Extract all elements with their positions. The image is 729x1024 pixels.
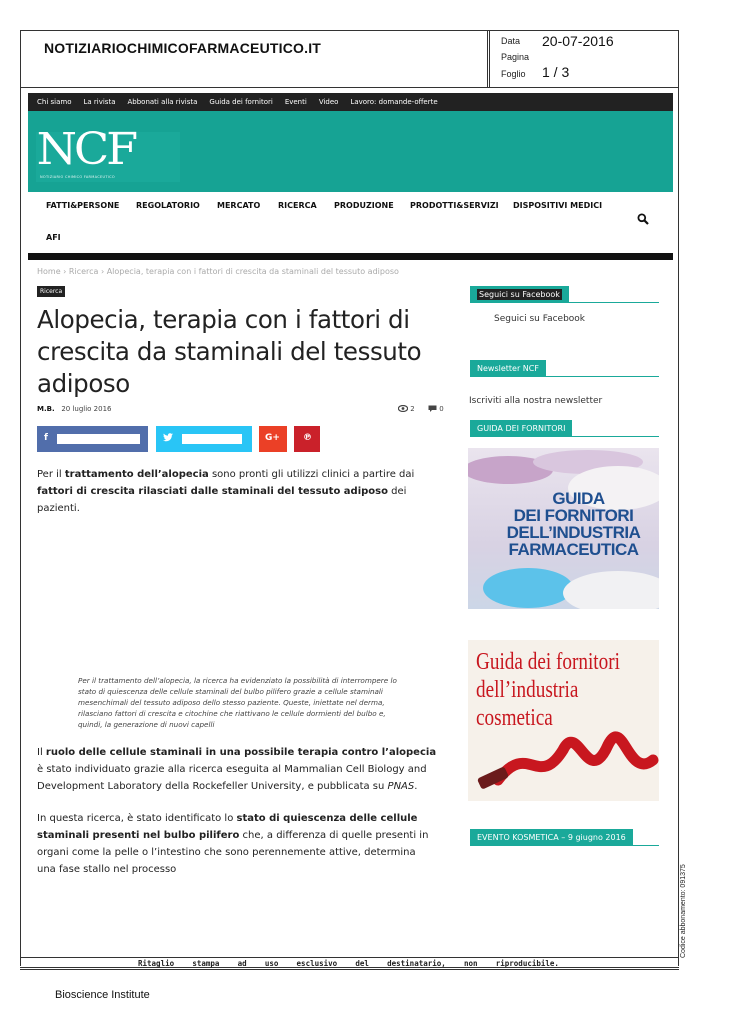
footer-source: Bioscience Institute [55,989,150,1001]
comment-icon [428,405,437,412]
nav-item-fatti-persone[interactable]: FATTI&PERSONE [46,201,120,210]
guida-farmaceutica-text: GUIDA DEI FORNITORI DELL’INDUSTRIA FARMACEUTICA [506,489,641,559]
nav-item-ricerca[interactable]: RICERCA [278,201,317,210]
topbar-link-guida[interactable]: Guida dei fornitori [209,98,273,106]
data-label: Data [501,36,521,46]
guida-farmaceutica-banner[interactable] [468,448,659,609]
foglio-value: 1 / 3 [542,64,570,80]
nav-item-produzione[interactable]: PRODUZIONE [334,201,394,210]
byline [37,405,111,413]
nav-item-afi[interactable]: AFI [46,233,61,242]
facebook-link[interactable]: Seguici su Facebook [494,314,586,324]
pinterest-icon: ℗ [303,433,312,443]
share-facebook-button[interactable] [37,426,148,452]
article-paragraph-2: Il ruolo delle cellule staminali in una possibile terapia contro l’alopecia è stato individuato grazie alla ricerca eseguita al Mammalian Cell Biology and Development Laboratory della Rockefeller University, e pubblicata su PNAS. [37,747,437,792]
share-twitter-label [182,434,242,444]
pagina-label: Pagina [501,52,530,62]
topbar-link-eventi[interactable]: Eventi [284,98,307,106]
nav-item-regolatorio[interactable]: REGOLATORIO [136,201,200,210]
nav-item-mercato[interactable]: MERCATO [217,201,261,210]
nav-divider [28,253,673,260]
newsletter-widget-title: Newsletter NCF [470,360,546,377]
clipping-source: NOTIZIARIOCHIMICOFARMACEUTICO.IT [44,40,322,56]
codice-abbonamento: Codice abbonamento: 091375 [680,864,687,958]
share-facebook-label [57,434,140,444]
newsletter-widget-rule [470,376,659,377]
publish-date: 20 luglio 2016 [61,405,112,413]
views-count: 2 [410,405,415,413]
site-logo[interactable]: NCF [36,124,136,175]
facebook-widget-title: Seguici su Facebook [470,286,569,303]
author[interactable]: M.B. [37,405,55,413]
foglio-label: Foglio [501,69,526,79]
share-twitter-button[interactable] [156,426,252,452]
guida-widget-title: GUIDA DEI FORNITORI [470,420,572,437]
twitter-icon [163,433,173,442]
topbar-link-video[interactable]: Video [318,98,339,106]
article-paragraph-1: Per il trattamento dell’alopecia sono pronti gli utilizzi clinici a partire dai fattori di crescita rilasciati dalle staminali del tessuto adiposo dei pazienti. [37,469,415,514]
topbar-link-chi-siamo[interactable]: Chi siamo [37,98,72,106]
breadcrumb[interactable]: Home › Ricerca › Alopecia, terapia con i fattori di crescita da staminali del tessuto adiposo [37,267,399,276]
eye-icon [398,405,408,412]
article-paragraph-3: In questa ricerca, è stato identificato lo stato di quiescenza delle cellule staminali presenti nel bulbo pilifero che, a differenza di quelle presenti in organi come la pelle o l’intestino che sono perennemente attive, determina una fase stallo nel processo [37,813,429,875]
topbar-link-la-rivista[interactable]: La rivista [83,98,116,106]
article-title: Alopecia, terapia con i fattori di crescita da staminali del tessuto adiposo [37,305,422,398]
ritaglio-notice: Ritaglio stampa ad uso esclusivo del destinatario, non riproducibile. [138,959,559,968]
clipping-meta [487,30,679,88]
share-pinterest-button[interactable] [294,426,320,452]
nav-item-prodotti-servizi[interactable]: PRODOTTI&SERVIZI [410,201,499,210]
facebook-icon: f [44,433,48,443]
facebook-widget-rule [470,302,659,303]
share-googleplus-button[interactable] [259,426,287,452]
top-bar [28,93,673,111]
logo-subtitle: NOTIZIARIO CHIMICO FARMACEUTICO [40,175,115,179]
evento-widget-rule [470,845,659,846]
newsletter-text[interactable]: Iscriviti alla nostra newsletter [469,396,603,406]
search-icon[interactable] [637,213,649,225]
article-stats [398,405,444,413]
category-badge[interactable]: Ricerca [37,286,65,297]
image-caption: Per il trattamento dell’alopecia, la ricerca ha evidenziato la possibilità di interrompere lo stato di quiescenza delle cellule staminali del bulbo pilifero grazie a cellule staminali mesenchimali del tessuto adiposo dello stesso paziente. Queste, iniettate nel derma, rilasciano fattori di crescita e citochine che riattivano le cellule dormienti del bulbo e, quindi, la generazione di nuovi capelli [78,676,397,729]
nav-item-dispositivi-medici[interactable]: DISPOSITIVI MEDICI [513,201,603,210]
topbar-link-abbonati[interactable]: Abbonati alla rivista [127,98,198,106]
guida-cosmetica-text: Guida dei fornitori dell’industria cosmetica [476,649,620,731]
topbar-link-lavoro[interactable]: Lavoro: domande-offerte [350,98,438,106]
googleplus-icon: G+ [265,433,280,443]
comments-count: 0 [439,405,444,413]
evento-widget-title[interactable]: EVENTO KOSMETICA – 9 giugno 2016 [470,829,633,846]
data-value: 20-07-2016 [542,33,614,49]
guida-cosmetica-banner[interactable] [468,640,659,801]
lipstick-illustration [468,640,659,801]
guida-widget-rule [470,436,659,437]
